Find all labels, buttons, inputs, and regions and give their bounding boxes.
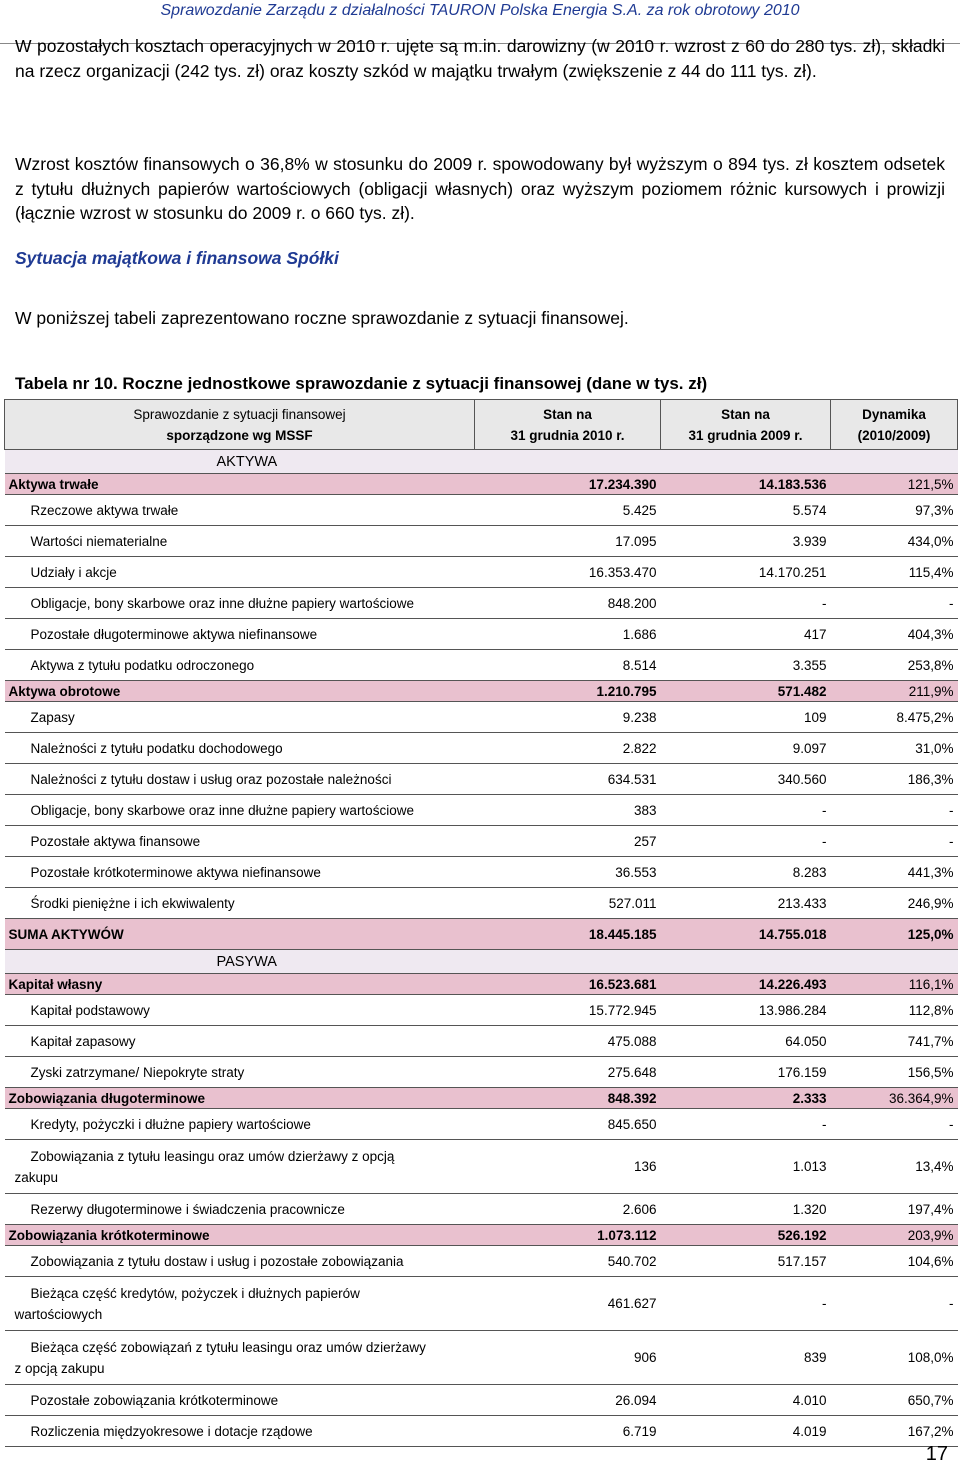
- table-row: [5, 888, 958, 919]
- dynamics-value: 121,5%: [831, 474, 958, 495]
- value-2009: 2.333: [661, 1088, 831, 1109]
- category-row: [5, 1088, 958, 1109]
- table-row: [5, 995, 958, 1026]
- row-label: Rezerwy długoterminowe i świadczenia pracownicze: [5, 1194, 475, 1225]
- value-2009: -: [661, 1277, 831, 1331]
- row-label-line1: Zobowiązania z tytułu leasingu oraz umów dzierżawy z opcją: [30, 1148, 395, 1164]
- intro-paragraph: W poniższej tabeli zaprezentowano roczne sprawozdanie z sytuacji finansowej.: [15, 308, 629, 328]
- value-2010: 461.627: [475, 1277, 661, 1331]
- row-label: Wartości niematerialne: [5, 526, 475, 557]
- table-row: [5, 1331, 958, 1385]
- value-2009: -: [661, 588, 831, 619]
- row-label: Kapitał zapasowy: [5, 1026, 475, 1057]
- value-2010: 475.088: [475, 1026, 661, 1057]
- row-label: Pozostałe krótkoterminowe aktywa niefinansowe: [5, 857, 475, 888]
- value-2009: 526.192: [661, 1225, 831, 1246]
- header-col-2009: [661, 400, 831, 450]
- value-2009: 14.183.536: [661, 474, 831, 495]
- value-2010: 8.514: [475, 650, 661, 681]
- value-2009: 213.433: [661, 888, 831, 919]
- row-label: Kapitał podstawowy: [5, 995, 475, 1026]
- table-row: [5, 526, 958, 557]
- row-label: Obligacje, bony skarbowe oraz inne dłużne papiery wartościowe: [5, 588, 475, 619]
- table-row: [5, 1277, 958, 1331]
- dynamics-value: 167,2%: [831, 1416, 958, 1447]
- row-label: Aktywa obrotowe: [5, 681, 475, 702]
- header-col-description: [5, 400, 475, 450]
- value-2009: 14.170.251: [661, 557, 831, 588]
- value-2010: 2.606: [475, 1194, 661, 1225]
- category-row: [5, 1225, 958, 1246]
- dynamics-value: 108,0%: [831, 1331, 958, 1385]
- value-2010: 906: [475, 1331, 661, 1385]
- table-row: [5, 557, 958, 588]
- row-label: Pozostałe aktywa finansowe: [5, 826, 475, 857]
- value-2010: 9.238: [475, 702, 661, 733]
- header-col3-line2: 31 grudnia 2009 r.: [688, 427, 803, 443]
- category-row: [5, 974, 958, 995]
- dynamics-value: -: [831, 1109, 958, 1140]
- row-label: Zobowiązania krótkoterminowe: [5, 1225, 475, 1246]
- dynamics-value: 186,3%: [831, 764, 958, 795]
- row-label: Środki pieniężne i ich ekwiwalenty: [5, 888, 475, 919]
- value-2009: 9.097: [661, 733, 831, 764]
- value-2010: 540.702: [475, 1246, 661, 1277]
- row-label: [5, 1331, 475, 1385]
- row-label: Należności z tytułu dostaw i usług oraz pozostałe należności: [5, 764, 475, 795]
- table-row: [5, 702, 958, 733]
- value-2009: -: [661, 826, 831, 857]
- table-row: [5, 764, 958, 795]
- table-row: [5, 795, 958, 826]
- value-2010: 2.822: [475, 733, 661, 764]
- value-2010: 634.531: [475, 764, 661, 795]
- dynamics-value: 211,9%: [831, 681, 958, 702]
- row-label: Zyski zatrzymane/ Niepokryte straty: [5, 1057, 475, 1088]
- section-row-pasywa: [5, 950, 958, 974]
- dynamics-value: 650,7%: [831, 1385, 958, 1416]
- table-row: [5, 650, 958, 681]
- header-col1-line1: Sprawozdanie z sytuacji finansowej: [133, 406, 346, 422]
- value-2010: 26.094: [475, 1385, 661, 1416]
- value-2009: 517.157: [661, 1246, 831, 1277]
- dynamics-value: -: [831, 1277, 958, 1331]
- table-row: [5, 1057, 958, 1088]
- row-label-line1: Bieżąca część zobowiązań z tytułu leasingu oraz umów dzierżawy: [30, 1339, 426, 1355]
- row-label-line2: wartościowych: [14, 1306, 103, 1322]
- dynamics-value: 116,1%: [831, 974, 958, 995]
- value-2010: 1.073.112: [475, 1225, 661, 1246]
- category-row: [5, 474, 958, 495]
- dynamics-value: 104,6%: [831, 1246, 958, 1277]
- row-label: [5, 1277, 475, 1331]
- header-col1-line2: sporządzone wg MSSF: [166, 427, 313, 443]
- table-row: [5, 1109, 958, 1140]
- table-title: Tabela nr 10. Roczne jednostkowe sprawozdanie z sytuacji finansowej (dane w tys. zł): [15, 374, 708, 393]
- value-2010: 136: [475, 1140, 661, 1194]
- table-row: [5, 733, 958, 764]
- row-label: Pozostałe długoterminowe aktywa niefinansowe: [5, 619, 475, 650]
- value-2010: 848.200: [475, 588, 661, 619]
- dynamics-value: 13,4%: [831, 1140, 958, 1194]
- header-col-dynamics: [831, 400, 958, 450]
- value-2009: 5.574: [661, 495, 831, 526]
- table-row: [5, 826, 958, 857]
- paragraph-financial-costs: Wzrost kosztów finansowych o 36,8% w stosunku do 2009 r. spowodowany był wyższym o 894 tys. zł kosztem odsetek z tytułu dłużnych papierów wartościowych (obligacji własnych) oraz wyższym poziomem różnic kursowych i prowizji (łącznie wzrost w stosunku do 2009 r. o 660 tys. zł).: [15, 154, 945, 223]
- table-row: [5, 857, 958, 888]
- table-row: [5, 1026, 958, 1057]
- paragraph-other-costs: W pozostałych kosztach operacyjnych w 2010 r. ujęte są m.in. darowizny (w 2010 r. wzrost z 60 do 280 tys. zł), składki na rzecz organizacji (242 tys. zł) oraz koszty szkód w majątku trwałym (zwiększenie z 44 do 111 tys. zł).: [15, 36, 945, 81]
- value-2009: 8.283: [661, 857, 831, 888]
- value-2010: 383: [475, 795, 661, 826]
- financial-statement-table: [4, 399, 958, 1447]
- row-label: Aktywa trwałe: [5, 474, 475, 495]
- dynamics-value: 197,4%: [831, 1194, 958, 1225]
- dynamics-value: 404,3%: [831, 619, 958, 650]
- row-label: [5, 1140, 475, 1194]
- value-2010: 275.648: [475, 1057, 661, 1088]
- value-2010: 16.523.681: [475, 974, 661, 995]
- dynamics-value: 115,4%: [831, 557, 958, 588]
- header-col4-line2: (2010/2009): [857, 427, 931, 443]
- row-label: Aktywa z tytułu podatku odroczonego: [5, 650, 475, 681]
- value-2010: 845.650: [475, 1109, 661, 1140]
- table-header-row: [5, 400, 958, 450]
- dynamics-value: 125,0%: [831, 919, 958, 950]
- row-label: Rzeczowe aktywa trwałe: [5, 495, 475, 526]
- value-2009: 417: [661, 619, 831, 650]
- dynamics-value: 36.364,9%: [831, 1088, 958, 1109]
- section-row-aktywa: [5, 450, 958, 474]
- dynamics-value: -: [831, 826, 958, 857]
- table-row: [5, 1385, 958, 1416]
- value-2009: 109: [661, 702, 831, 733]
- dynamics-value: 97,3%: [831, 495, 958, 526]
- value-2009: 4.019: [661, 1416, 831, 1447]
- row-label: Kredyty, pożyczki i dłużne papiery wartościowe: [5, 1109, 475, 1140]
- section-label: PASYWA: [5, 950, 958, 974]
- value-2009: 839: [661, 1331, 831, 1385]
- row-label: Pozostałe zobowiązania krótkoterminowe: [5, 1385, 475, 1416]
- value-2010: 17.234.390: [475, 474, 661, 495]
- section-label: AKTYWA: [5, 450, 958, 474]
- header-col2-line2: 31 grudnia 2010 r.: [510, 427, 625, 443]
- value-2010: 36.553: [475, 857, 661, 888]
- value-2010: 848.392: [475, 1088, 661, 1109]
- row-label: Udziały i akcje: [5, 557, 475, 588]
- value-2009: 3.939: [661, 526, 831, 557]
- header-col-2010: [475, 400, 661, 450]
- value-2010: 5.425: [475, 495, 661, 526]
- row-label-line1: Bieżąca część kredytów, pożyczek i dłużnych papierów: [30, 1285, 360, 1301]
- row-label: Rozliczenia międzyokresowe i dotacje rządowe: [5, 1416, 475, 1447]
- dynamics-value: 156,5%: [831, 1057, 958, 1088]
- value-2010: 15.772.945: [475, 995, 661, 1026]
- value-2010: 527.011: [475, 888, 661, 919]
- dynamics-value: 434,0%: [831, 526, 958, 557]
- dynamics-value: 31,0%: [831, 733, 958, 764]
- section-title: Sytuacja majątkowa i finansowa Spółki: [15, 248, 339, 268]
- dynamics-value: -: [831, 795, 958, 826]
- row-label-line2: z opcją zakupu: [14, 1360, 105, 1376]
- value-2009: 64.050: [661, 1026, 831, 1057]
- value-2009: 13.986.284: [661, 995, 831, 1026]
- header-text: Sprawozdanie Zarządu z działalności TAURON Polska Energia S.A. za rok obrotowy 2010: [160, 2, 800, 19]
- row-label: Obligacje, bony skarbowe oraz inne dłużne papiery wartościowe: [5, 795, 475, 826]
- table-row: [5, 1246, 958, 1277]
- value-2009: 340.560: [661, 764, 831, 795]
- table-row: [5, 1140, 958, 1194]
- dynamics-value: 741,7%: [831, 1026, 958, 1057]
- row-label: Zobowiązania z tytułu dostaw i usług i pozostałe zobowiązania: [5, 1246, 475, 1277]
- value-2009: -: [661, 795, 831, 826]
- value-2010: 6.719: [475, 1416, 661, 1447]
- table-row: [5, 619, 958, 650]
- dynamics-value: 203,9%: [831, 1225, 958, 1246]
- row-label: Zapasy: [5, 702, 475, 733]
- table-row: [5, 588, 958, 619]
- header-col2-line1: Stan na: [543, 406, 592, 422]
- value-2010: 257: [475, 826, 661, 857]
- value-2010: 1.210.795: [475, 681, 661, 702]
- value-2009: 4.010: [661, 1385, 831, 1416]
- table-row: [5, 1194, 958, 1225]
- value-2010: 16.353.470: [475, 557, 661, 588]
- header-col3-line1: Stan na: [721, 406, 770, 422]
- dynamics-value: 441,3%: [831, 857, 958, 888]
- value-2009: 571.482: [661, 681, 831, 702]
- table-row: [5, 1416, 958, 1447]
- value-2009: 14.226.493: [661, 974, 831, 995]
- dynamics-value: 112,8%: [831, 995, 958, 1026]
- dynamics-value: 246,9%: [831, 888, 958, 919]
- row-label: Kapitał własny: [5, 974, 475, 995]
- value-2009: 176.159: [661, 1057, 831, 1088]
- dynamics-value: -: [831, 588, 958, 619]
- value-2009: 1.013: [661, 1140, 831, 1194]
- value-2010: 18.445.185: [475, 919, 661, 950]
- category-row: [5, 681, 958, 702]
- dynamics-value: 8.475,2%: [831, 702, 958, 733]
- value-2010: 1.686: [475, 619, 661, 650]
- row-label-line2: zakupu: [14, 1169, 59, 1185]
- header-col4-line1: Dynamika: [862, 406, 926, 422]
- total-row: [5, 919, 958, 950]
- value-2009: 1.320: [661, 1194, 831, 1225]
- dynamics-value: 253,8%: [831, 650, 958, 681]
- value-2009: 14.755.018: [661, 919, 831, 950]
- value-2009: -: [661, 1109, 831, 1140]
- page-number: 17: [925, 1443, 948, 1465]
- value-2010: 17.095: [475, 526, 661, 557]
- value-2009: 3.355: [661, 650, 831, 681]
- row-label: Należności z tytułu podatku dochodowego: [5, 733, 475, 764]
- row-label: SUMA AKTYWÓW: [5, 919, 475, 950]
- table-row: [5, 495, 958, 526]
- row-label: Zobowiązania długoterminowe: [5, 1088, 475, 1109]
